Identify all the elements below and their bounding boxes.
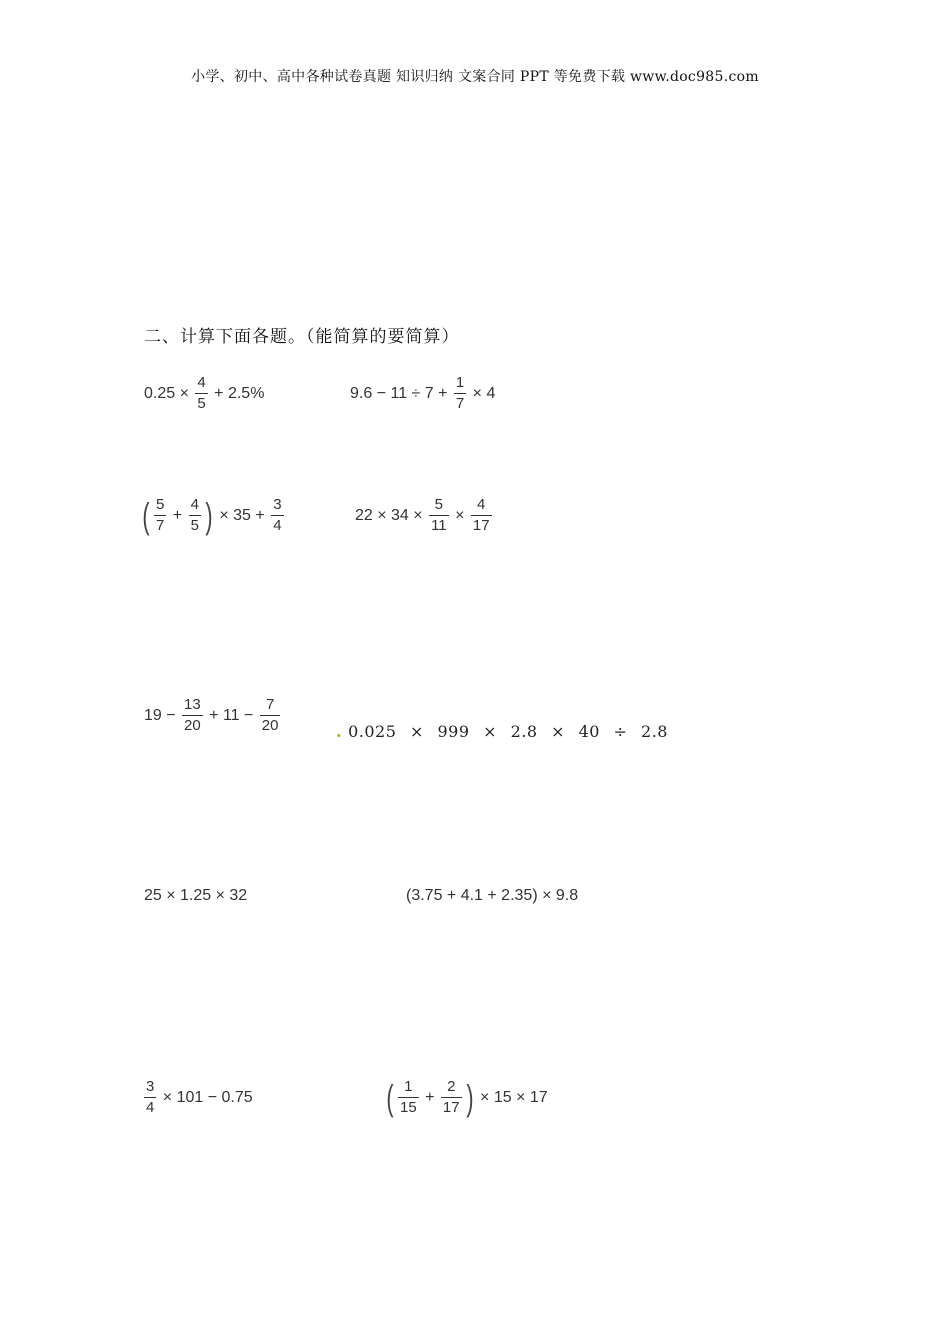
problem-4: [355, 496, 494, 535]
problem-3-fraction-1: [154, 496, 166, 535]
fraction-denominator: 17: [472, 517, 490, 534]
problem-1-fraction: [195, 374, 207, 413]
fraction-denominator: 11: [431, 517, 447, 534]
section-title: 二、计算下面各题。（能简算的要简算）: [144, 327, 460, 347]
problem-10-fraction-1: [398, 1078, 419, 1117]
problem-2-part-a: 9.6 − 11 ÷ 7 +: [350, 384, 452, 402]
problem-6-text: 0.025 × 999 × 2.8 × 40 ÷ 2.8: [348, 722, 668, 741]
right-paren: ): [205, 494, 213, 536]
problem-7: [144, 887, 247, 905]
fraction-numerator: 2: [447, 1078, 456, 1095]
problem-5: [144, 696, 282, 735]
left-paren: (: [142, 494, 150, 536]
fraction-numerator: 1: [455, 374, 465, 391]
fraction-denominator: 20: [261, 717, 279, 734]
problem-1-part-b: + 2.5%: [209, 384, 265, 402]
problem-10-fraction-2: [441, 1078, 462, 1117]
problem-3-fraction-3: [271, 496, 283, 535]
problem-6: [336, 722, 668, 741]
problem-5-part-b: + 11 −: [204, 706, 258, 724]
problem-4-part-a: 22 × 34 ×: [355, 506, 428, 524]
problem-3-fraction-2: [189, 496, 201, 535]
problem-3-plus: +: [168, 506, 187, 524]
fraction-denominator: 20: [184, 717, 201, 734]
fraction-denominator: 15: [400, 1099, 417, 1116]
fraction-numerator: 1: [404, 1078, 413, 1095]
problem-4-times: ×: [450, 506, 469, 524]
bullet-dot: .: [336, 722, 343, 741]
fraction-numerator: 3: [146, 1078, 155, 1095]
problem-1-part-a: 0.25 ×: [144, 384, 194, 402]
fraction-denominator: 5: [197, 395, 206, 412]
problem-3-part-b: × 35 +: [214, 506, 270, 524]
problem-3: [140, 496, 286, 535]
problem-4-fraction-1: [429, 496, 449, 535]
fraction-denominator: 17: [442, 1099, 460, 1116]
problem-5-part-a: 19 −: [144, 706, 181, 724]
right-paren: ): [466, 1076, 474, 1118]
fraction-numerator: 5: [156, 496, 165, 513]
problem-9: [142, 1078, 253, 1117]
fraction-numerator: 7: [265, 696, 275, 713]
fraction-denominator: 5: [190, 517, 199, 534]
problem-9-part-b: × 101 − 0.75: [158, 1088, 253, 1106]
problem-5-fraction-2: [260, 696, 281, 735]
fraction-numerator: 3: [273, 496, 282, 513]
problem-10: [384, 1078, 548, 1117]
fraction-denominator: 7: [156, 517, 165, 534]
fraction-numerator: 4: [477, 496, 486, 513]
fraction-numerator: 4: [190, 496, 199, 513]
fraction-numerator: 13: [184, 696, 201, 713]
problem-9-fraction: [144, 1078, 156, 1117]
problem-1: [144, 374, 264, 413]
problem-8: [406, 887, 578, 905]
problem-10-part-b: × 15 × 17: [475, 1088, 548, 1106]
problem-7-text: 25 × 1.25 × 32: [144, 887, 248, 904]
fraction-numerator: 4: [197, 374, 206, 391]
page-header: 小学、初中、高中各种试卷真题 知识归纳 文案合同 PPT 等免费下载 www.doc985.com: [191, 69, 759, 85]
left-paren: (: [386, 1076, 394, 1118]
problem-4-fraction-2: [471, 496, 492, 535]
problem-2: [350, 374, 495, 413]
fraction-denominator: 7: [455, 395, 465, 412]
problem-10-plus: +: [420, 1088, 439, 1106]
fraction-numerator: 5: [434, 496, 444, 513]
problem-5-fraction-1: [182, 696, 203, 735]
problem-2-fraction: [454, 374, 466, 413]
fraction-denominator: 4: [273, 517, 282, 534]
problem-8-text: (3.75 + 4.1 + 2.35) × 9.8: [406, 887, 579, 904]
problem-2-part-b: × 4: [468, 384, 496, 402]
fraction-denominator: 4: [146, 1099, 155, 1116]
